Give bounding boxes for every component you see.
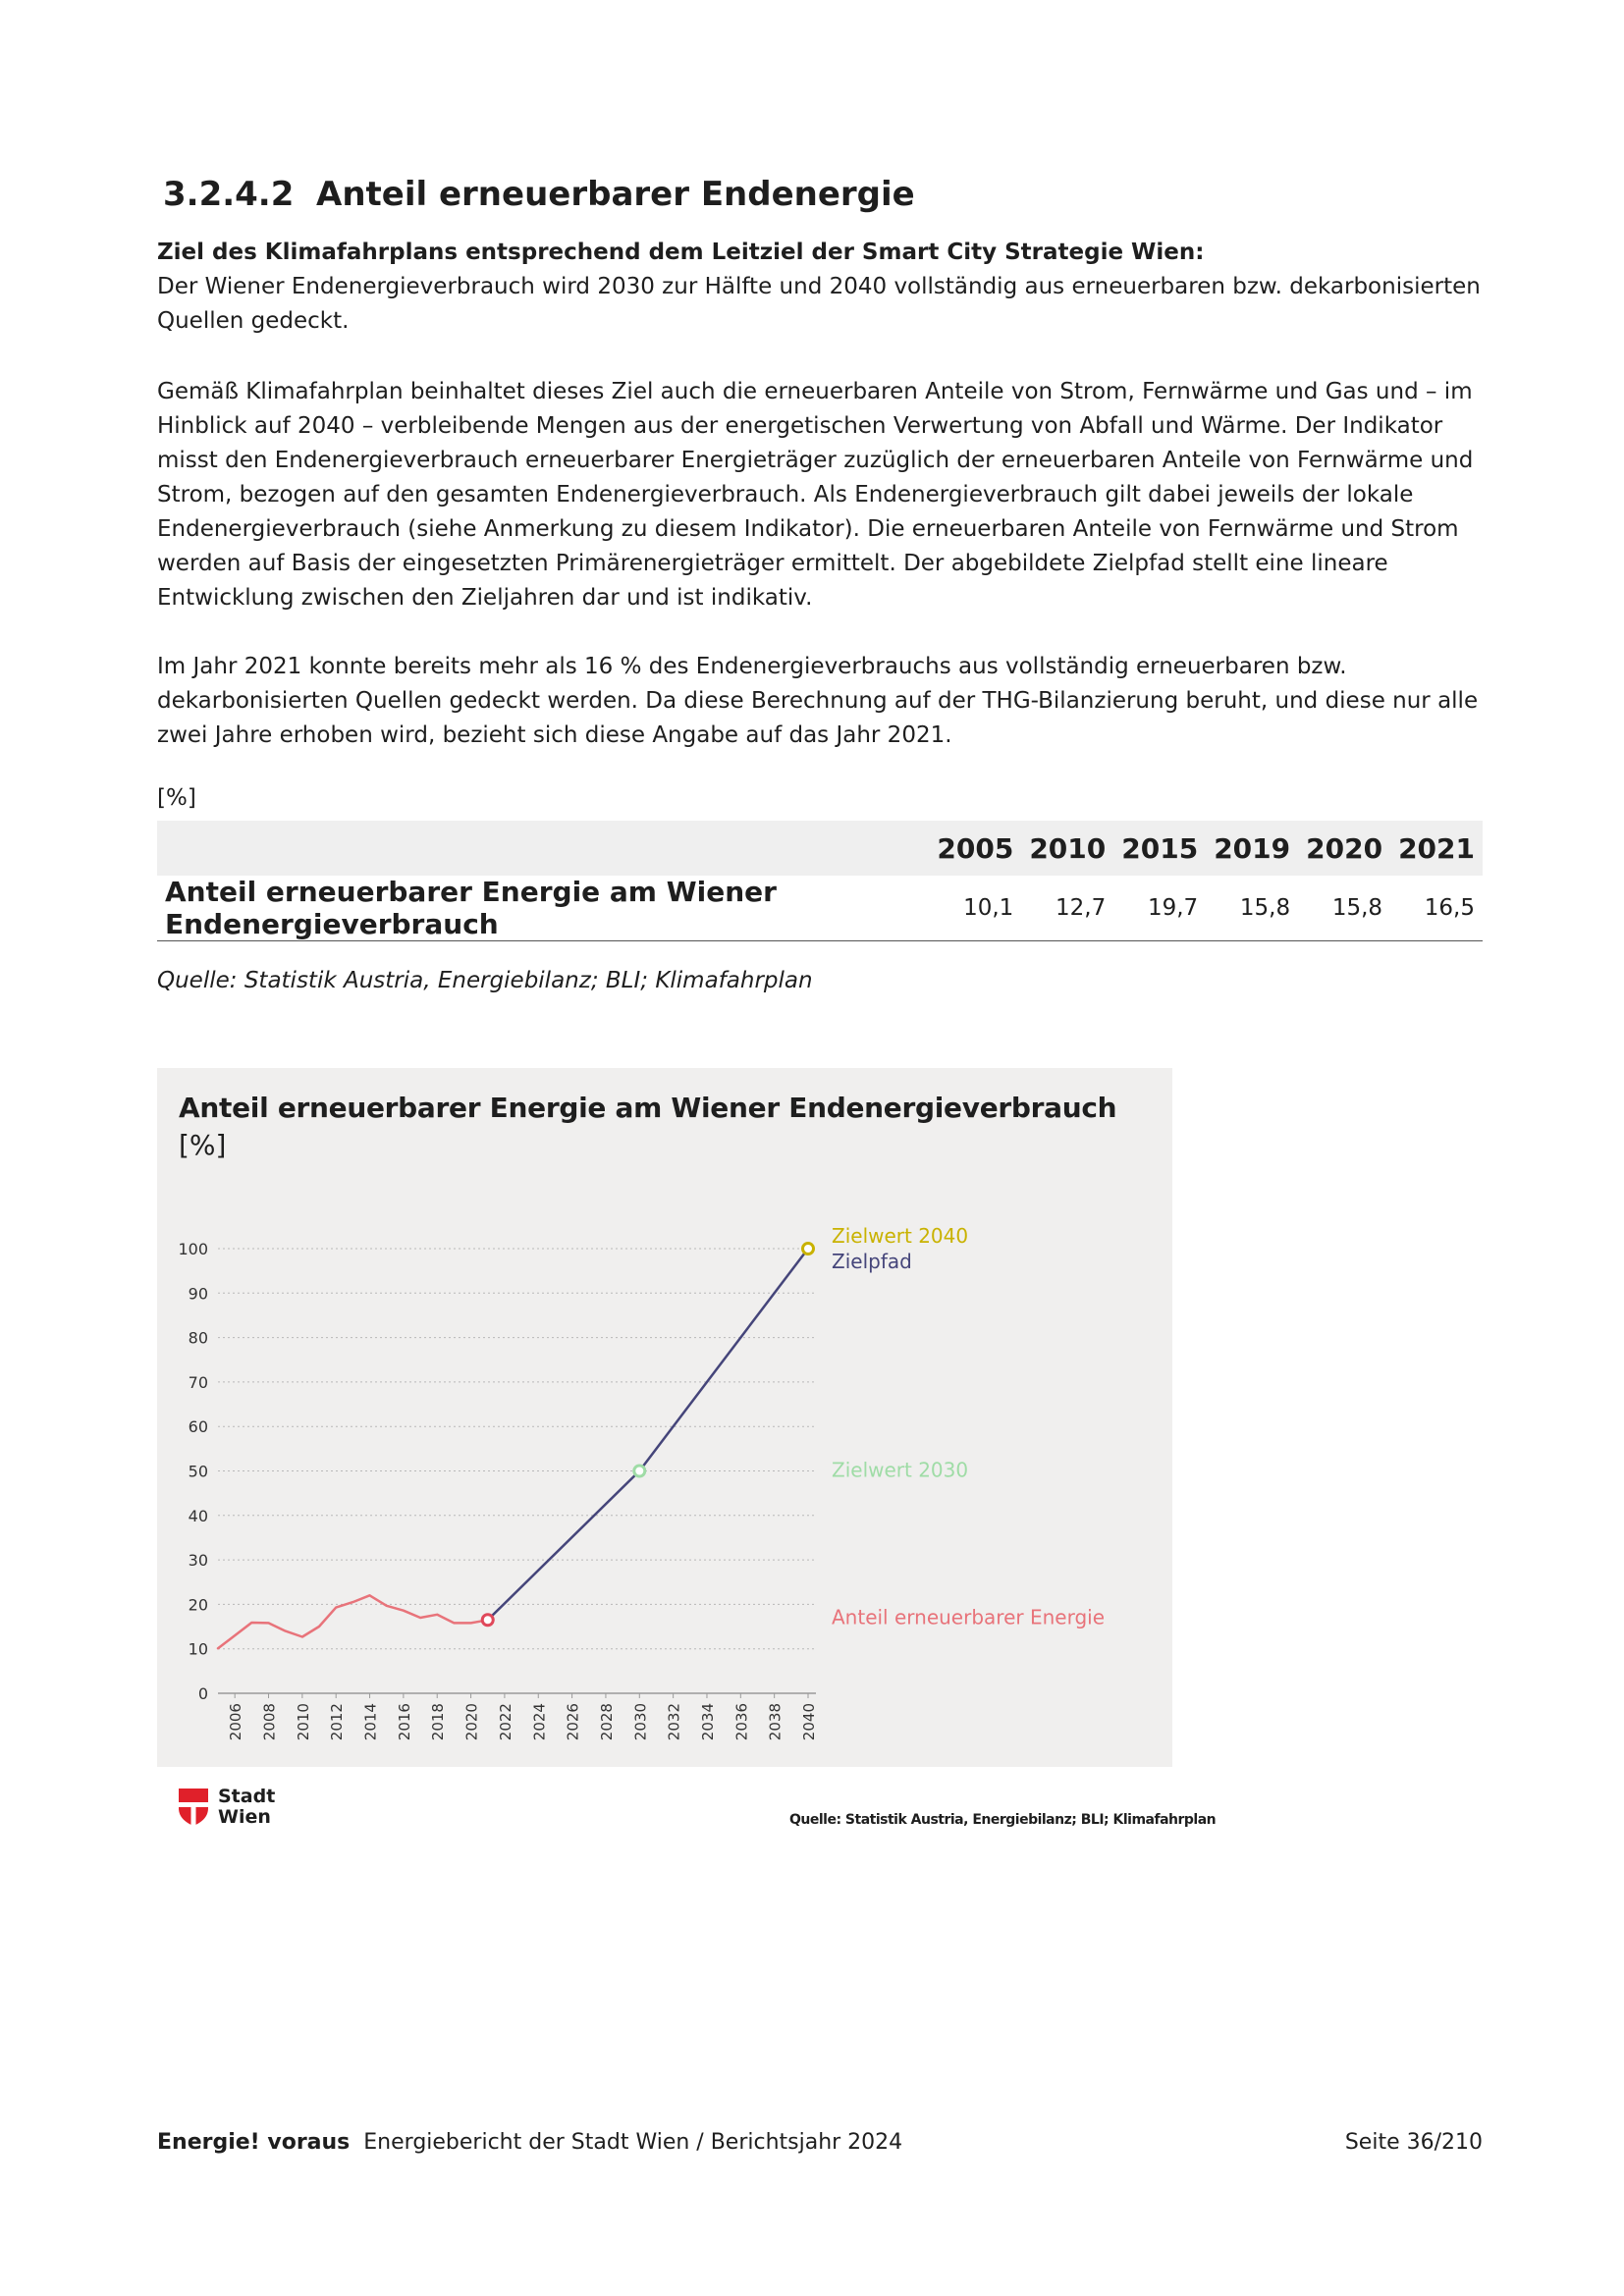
x-tick-label: 2006 — [227, 1703, 245, 1741]
renewable-share-line — [218, 1595, 488, 1648]
intro-paragraph — [157, 236, 1483, 339]
target-path-line — [488, 1249, 808, 1620]
line-chart — [157, 1068, 1172, 1767]
chart-source: Quelle: Statistik Austria, Energiebilanz; BLI; Klimafahrplan — [789, 1812, 1217, 1828]
x-tick-label: 2034 — [698, 1703, 717, 1741]
table-source: Quelle: Statistik Austria, Energiebilanz; BLI; Klimafahrplan — [157, 968, 813, 993]
logo-line-2: Wien — [218, 1806, 271, 1828]
y-tick-label: 100 — [178, 1240, 208, 1258]
year-header: 2015 — [1113, 821, 1206, 876]
series-annotation: Zielwert 2030 — [832, 1458, 969, 1482]
x-tick-label: 2014 — [361, 1703, 380, 1741]
x-tick-label: 2010 — [294, 1703, 312, 1741]
data-point-marker — [482, 1615, 493, 1626]
intro-text: Der Wiener Endenergieverbrauch wird 2030 zur Hälfte und 2040 vollständig aus erneuerbaren bzw. dekarbonisierten Quellen gedeckt. — [157, 274, 1481, 334]
chart-unit: [%] — [179, 1129, 227, 1161]
x-tick-label: 2028 — [597, 1703, 616, 1741]
year-header: 2005 — [929, 821, 1021, 876]
x-tick-label: 2038 — [766, 1703, 785, 1741]
intro-bold: Ziel des Klimafahrplans entsprechend dem Leitziel der Smart City Strategie Wien: — [157, 240, 1205, 265]
logo-line-1: Stadt — [218, 1786, 276, 1807]
y-tick-label: 80 — [188, 1328, 208, 1348]
x-tick-label: 2018 — [429, 1703, 448, 1741]
row-label: Anteil erneuerbarer Energie am Wiener Endenergieverbrauch — [157, 876, 929, 941]
table-header-empty — [157, 821, 929, 876]
table-cell: 10,1 — [929, 876, 1021, 941]
y-tick-label: 20 — [188, 1595, 208, 1615]
table-cell: 16,5 — [1390, 876, 1483, 941]
paragraph-3: Im Jahr 2021 konnte bereits mehr als 16 % des Endenergieverbrauchs aus vollständig erneuerbaren bzw. dekarbonisierten Quellen gedeckt werden. Da diese Berechnung auf der THG-Bilanzierung beruht, und diese nur alle zwei Jahre erhoben wird, bezieht sich diese Angabe auf das Jahr 2021. — [157, 654, 1479, 748]
section-heading — [163, 175, 915, 214]
table-row — [157, 876, 1483, 941]
footer-brand: Energie! voraus — [157, 2130, 351, 2155]
data-point-marker — [803, 1244, 814, 1255]
chart-panel — [157, 1068, 1172, 1767]
x-tick-label: 2030 — [631, 1703, 650, 1741]
y-tick-label: 30 — [188, 1551, 208, 1571]
paragraph-2: Gemäß Klimafahrplan beinhaltet dieses Ziel auch die erneuerbaren Anteile von Strom, Fernwärme und Gas und – im Hinblick auf 2040 – verbleibende Mengen aus der energetischen Verwertung von Abfall und Wärme. Der Indikator misst den Endenergieverbrauch erneuerbarer Energieträger zuzüglich der erneuerbaren Anteile von Fernwärme und Strom, bezogen auf den gesamten Endenergieverbrauch. Als Endenergieverbrauch gilt dabei jeweils der lokale Endenergieverbrauch (siehe Anmerkung zu diesem Indikator). Die erneuerbaren Anteile von Fernwärme und Strom werden auf Basis der eingesetzten Primärenergieträger ermittelt. Der abgebildete Zielpfad stellt eine lineare Entwicklung zwischen den Zieljahren dar und ist indikativ. — [157, 379, 1474, 611]
data-point-marker — [634, 1466, 645, 1476]
footer-text: Energiebericht der Stadt Wien / Berichtsjahr 2024 — [363, 2130, 903, 2155]
y-tick-label: 40 — [188, 1506, 208, 1525]
x-tick-label: 2024 — [530, 1703, 549, 1741]
x-tick-label: 2008 — [260, 1703, 279, 1741]
x-tick-label: 2020 — [462, 1703, 481, 1741]
page-number: Seite 36/210 — [1344, 2130, 1483, 2155]
logo-text — [218, 1787, 275, 1828]
table-unit: [%] — [157, 785, 196, 811]
y-tick-label: 10 — [188, 1639, 208, 1659]
table-cell: 15,8 — [1206, 876, 1298, 941]
x-tick-label: 2022 — [496, 1703, 514, 1741]
x-tick-label: 2026 — [564, 1703, 582, 1741]
series-annotation: Zielwert 2040 — [832, 1224, 969, 1248]
year-header: 2021 — [1390, 821, 1483, 876]
x-tick-label: 2040 — [800, 1703, 818, 1741]
series-annotation: Anteil erneuerbarer Energie — [832, 1605, 1105, 1629]
y-tick-label: 90 — [188, 1284, 208, 1304]
page-footer — [157, 2130, 902, 2155]
x-tick-label: 2016 — [395, 1703, 413, 1741]
section-title: Anteil erneuerbarer Endenergie — [316, 175, 915, 214]
y-tick-label: 70 — [188, 1372, 208, 1392]
table-cell: 19,7 — [1113, 876, 1206, 941]
x-tick-label: 2012 — [328, 1703, 347, 1741]
x-tick-label: 2032 — [665, 1703, 683, 1741]
table-header-row — [157, 821, 1483, 876]
section-number: 3.2.4.2 — [163, 175, 295, 214]
table-cell: 15,8 — [1298, 876, 1390, 941]
stadt-wien-logo-icon — [179, 1789, 208, 1826]
series-annotation: Zielpfad — [832, 1250, 912, 1273]
y-tick-label: 60 — [188, 1417, 208, 1437]
y-tick-label: 0 — [197, 1684, 208, 1703]
table-cell: 12,7 — [1021, 876, 1113, 941]
indicator-table — [157, 821, 1483, 941]
x-tick-label: 2036 — [732, 1703, 751, 1741]
y-tick-label: 50 — [188, 1462, 208, 1481]
chart-title: Anteil erneuerbarer Energie am Wiener Endenergieverbrauch — [179, 1092, 1117, 1124]
year-header: 2010 — [1021, 821, 1113, 876]
year-header: 2019 — [1206, 821, 1298, 876]
year-header: 2020 — [1298, 821, 1390, 876]
